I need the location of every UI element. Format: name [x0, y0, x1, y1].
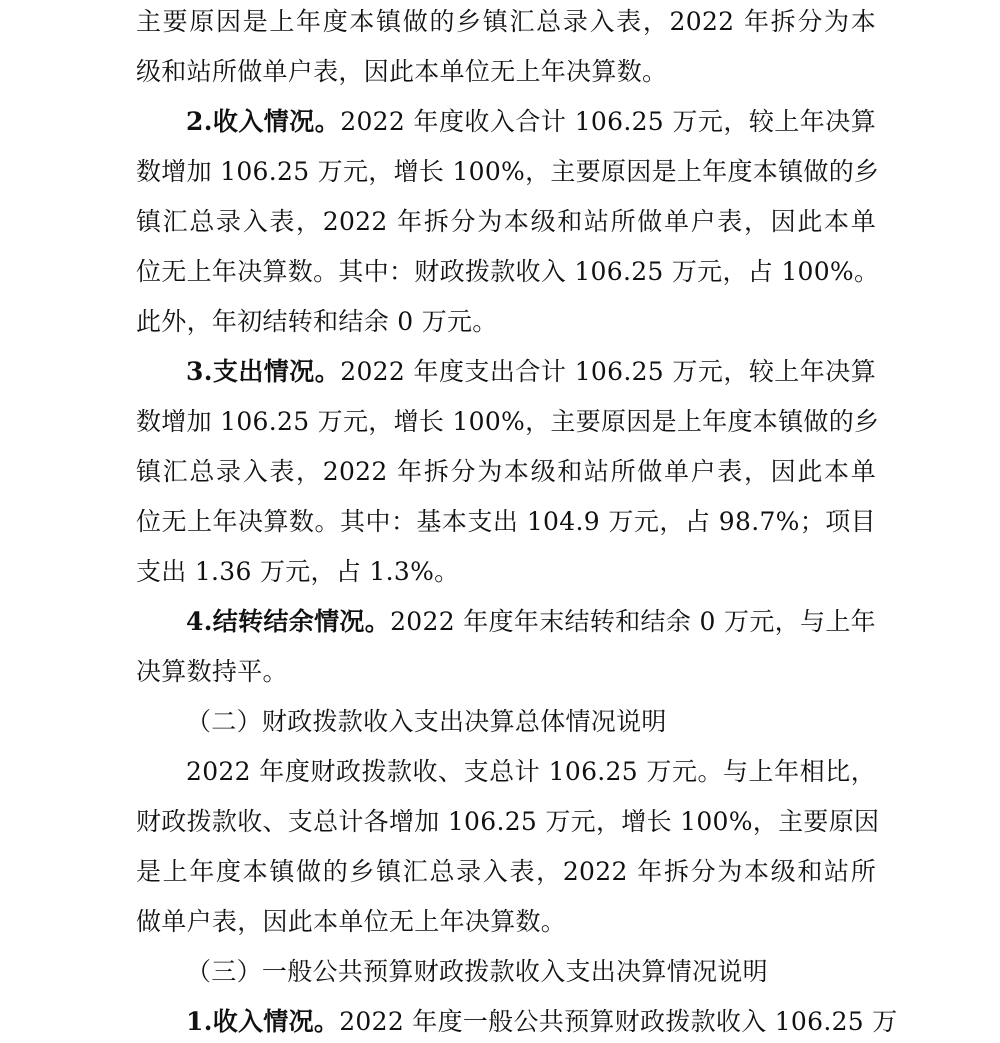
public-budget-income-heading: 1.收入情况。 — [186, 1007, 340, 1036]
subsection-heading: （二）财政拨款收入支出决算总体情况说明 — [186, 707, 667, 736]
paragraph-text: 2022 年度支出合计 106.25 万元，较上年决算 — [340, 357, 877, 386]
paragraph-line: 数增加 106.25 万元，增长 100%，主要原因是上年度本镇做的乡 — [136, 407, 880, 436]
paragraph-line: 级和站所做单户表，因此本单位无上年决算数。 — [136, 57, 668, 86]
paragraph-line: 是上年度本镇做的乡镇汇总录入表，2022 年拆分为本级和站所 — [136, 857, 876, 886]
section-heading-line — [136, 1002, 898, 1042]
paragraph-line: 此外，年初结转和结余 0 万元。 — [136, 307, 498, 336]
section-heading-line — [136, 352, 876, 392]
paragraph-line: 支出 1.36 万元，占 1.3%。 — [136, 557, 460, 586]
carryover-heading: 4.结转结余情况。 — [186, 607, 391, 636]
paragraph-text: 2022 年度一般公共预算财政拨款收入 106.25 万 — [339, 1007, 898, 1036]
section-heading-line — [136, 102, 876, 142]
paragraph-line: 决算数持平。 — [136, 657, 288, 686]
paragraph-text: 2022 年度年末结转和结余 0 万元，与上年 — [390, 607, 876, 636]
paragraph-line: 镇汇总录入表，2022 年拆分为本级和站所做单户表，因此本单 — [136, 207, 876, 236]
paragraph-text: 2022 年度收入合计 106.25 万元，较上年决算 — [340, 107, 877, 136]
paragraph-line: 2022 年度财政拨款收、支总计 106.25 万元。与上年相比， — [186, 757, 876, 786]
paragraph-line: 位无上年决算数。其中：财政拨款收入 106.25 万元，占 100%。 — [136, 257, 880, 286]
income-heading: 2.收入情况。 — [186, 107, 341, 136]
expenditure-heading: 3.支出情况。 — [186, 357, 341, 386]
paragraph-line: 主要原因是上年度本镇做的乡镇汇总录入表，2022 年拆分为本 — [136, 7, 876, 36]
paragraph-line: 位无上年决算数。其中：基本支出 104.9 万元，占 98.7%；项目 — [136, 507, 876, 536]
paragraph-line: 镇汇总录入表，2022 年拆分为本级和站所做单户表，因此本单 — [136, 457, 876, 486]
subsection-heading: （三）一般公共预算财政拨款收入支出决算情况说明 — [186, 957, 768, 986]
paragraph-line: 数增加 106.25 万元，增长 100%，主要原因是上年度本镇做的乡 — [136, 157, 880, 186]
paragraph-line: 财政拨款收、支总计各增加 106.25 万元，增长 100%，主要原因 — [136, 807, 880, 836]
paragraph-line: 做单户表，因此本单位无上年决算数。 — [136, 907, 567, 936]
section-heading-line — [136, 602, 876, 642]
